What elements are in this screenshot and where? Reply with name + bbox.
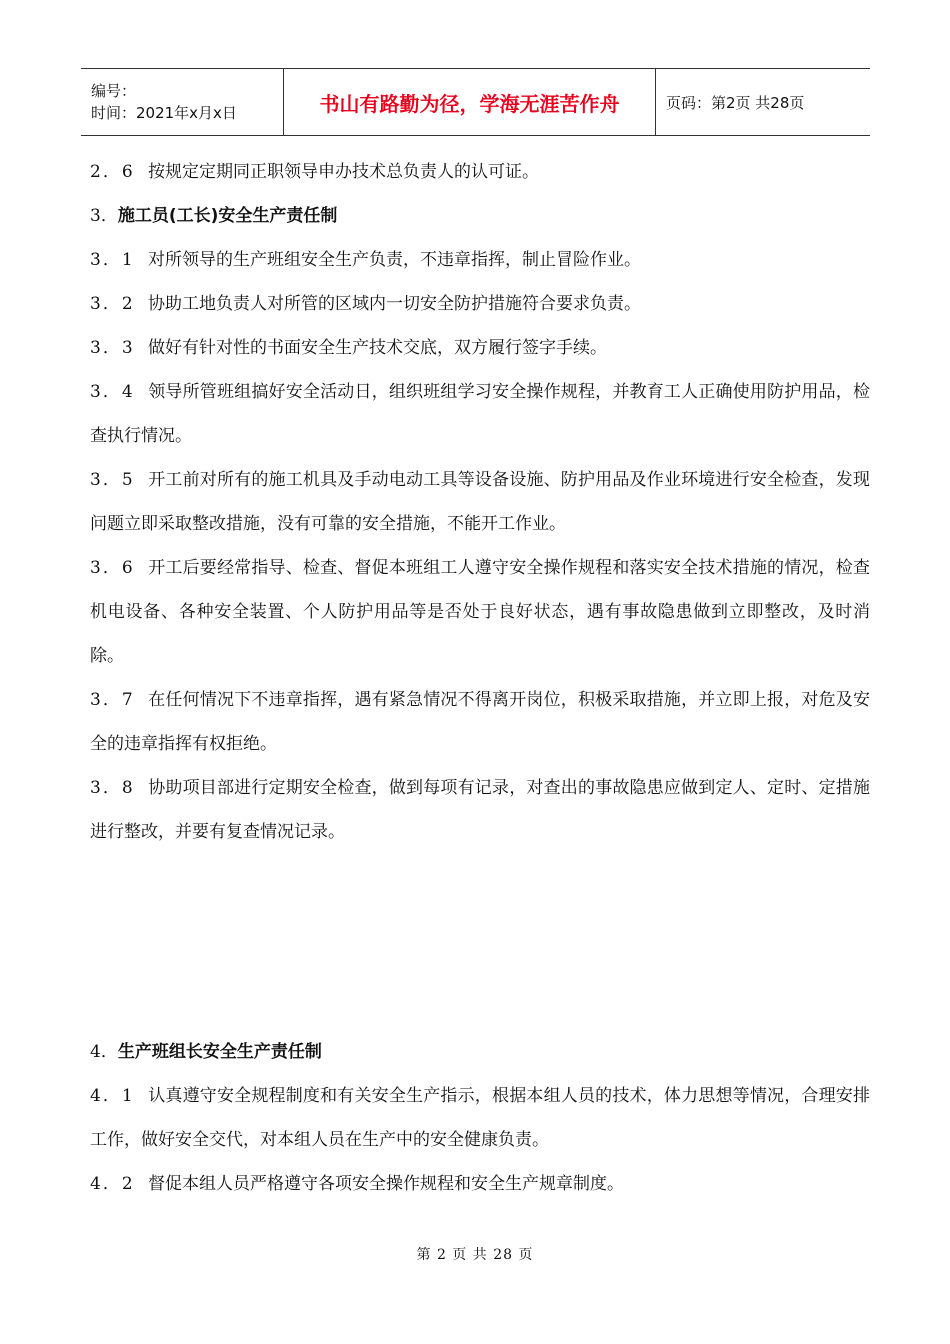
header-left: [81, 69, 283, 135]
clause-text: 对所领导的生产班组安全生产负责，不违章指挥，制止冒险作业。: [148, 250, 641, 270]
clause-text: 认真遵守安全规程制度和有关安全生产指示，根据本组人员的技术，体力思想等情况，合理安排工作，做好安全交代，对本组人员在生产中的安全健康负责。: [90, 1086, 870, 1150]
clause-3-6: [90, 546, 870, 678]
clause-number: 3．2: [90, 294, 135, 314]
clause-text: 督促本组人员严格遵守各项安全操作规程和安全生产规章制度。: [148, 1174, 624, 1194]
clause-3-4: [90, 370, 870, 458]
section-title: 施工员(工长)安全生产责任制: [117, 206, 338, 226]
clause-number: 3．6: [90, 558, 135, 578]
clause-number: 3．4: [90, 382, 135, 402]
clause-2-6: [90, 150, 870, 194]
section-number: 4．: [90, 1042, 118, 1062]
document-body: [90, 150, 870, 1206]
clause-number: 3．5: [90, 470, 135, 490]
section-number: 3．: [90, 206, 118, 226]
clause-text: 领导所管班组搞好安全活动日，组织班组学习安全操作规程，并教育工人正确使用防护用品，检查执行情况。: [90, 382, 870, 446]
header-page-info: 页码：第2页 共28页: [666, 93, 805, 112]
clause-number: 3．7: [90, 690, 135, 710]
clause-3-2: [90, 282, 870, 326]
clause-text: 协助项目部进行定期安全检查，做到每项有记录，对查出的事故隐患应做到定人、定时、定措施进行整改，并要有复查情况记录。: [90, 778, 870, 842]
page-header: [81, 68, 870, 136]
section-3-heading: [90, 194, 870, 238]
clause-text: 协助工地负责人对所管的区域内一切安全防护措施符合要求负责。: [148, 294, 641, 314]
header-motto: 书山有路勤为径，学海无涯苦作舟: [283, 69, 656, 135]
clause-3-8: [90, 766, 870, 854]
clause-text: 开工前对所有的施工机具及手动电动工具等设备设施、防护用品及作业环境进行安全检查，发现问题立即采取整改措施，没有可靠的安全措施，不能开工作业。: [90, 470, 870, 534]
page-footer: 第 2 页 共 28 页: [416, 1247, 534, 1263]
document-date: 时间：2021年x月x日: [91, 104, 237, 122]
clause-4-2: [90, 1162, 870, 1206]
document-number-label: 编号：: [91, 82, 137, 100]
section-title: 生产班组长安全生产责任制: [117, 1042, 322, 1062]
clause-3-7: [90, 678, 870, 766]
clause-3-1: [90, 238, 870, 282]
clause-number: 3．8: [90, 778, 135, 798]
blank-space: [90, 854, 870, 1030]
clause-text: 在任何情况下不违章指挥，遇有紧急情况不得离开岗位，积极采取措施，并立即上报，对危及安全的违章指挥有权拒绝。: [90, 690, 870, 754]
clause-4-1: [90, 1074, 870, 1162]
clause-3-3: [90, 326, 870, 370]
clause-text: 做好有针对性的书面安全生产技术交底，双方履行签字手续。: [148, 338, 607, 358]
section-4-heading: [90, 1030, 870, 1074]
clause-number: 4．1: [90, 1086, 135, 1106]
clause-number: 4．2: [90, 1174, 135, 1194]
clause-number: 2．6: [90, 162, 135, 182]
clause-text: 开工后要经常指导、检查、督促本班组工人遵守安全操作规程和落实安全技术措施的情况，检查机电设备、各种安全装置、个人防护用品等是否处于良好状态，遇有事故隐患做到立即整改，及时消除。: [90, 558, 870, 666]
clause-number: 3．1: [90, 250, 135, 270]
clause-3-5: [90, 458, 870, 546]
clause-text: 按规定定期同正职领导申办技术总负责人的认可证。: [148, 162, 539, 182]
clause-number: 3．3: [90, 338, 135, 358]
